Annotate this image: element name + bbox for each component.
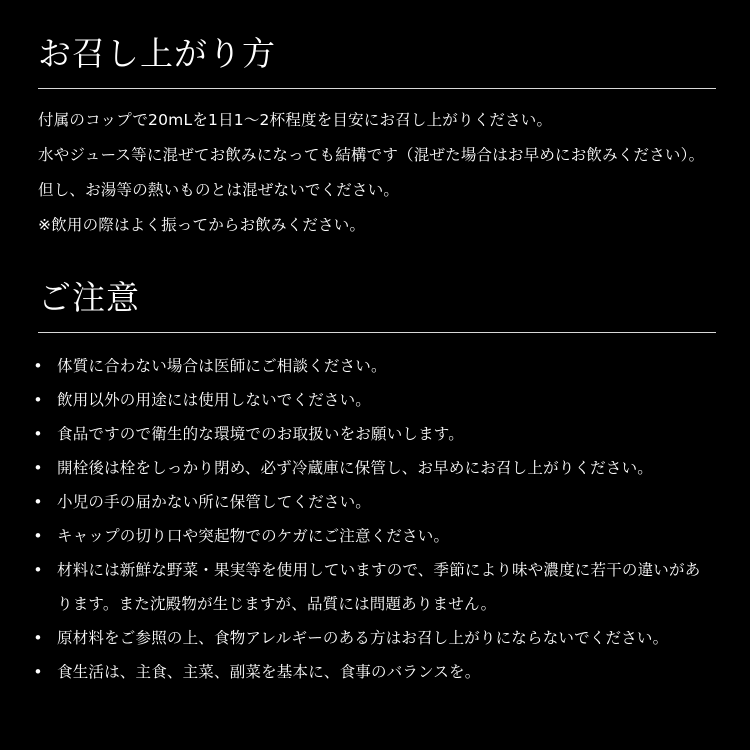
usage-paragraph: ※飲用の際はよく振ってからお飲みください。	[38, 216, 366, 234]
bullet-icon: •	[33, 527, 43, 545]
bullet-icon: •	[33, 459, 43, 477]
caution-item-text: 食品ですので衛生的な環境でのお取扱いをお願いします。	[57, 425, 464, 443]
usage-divider	[38, 88, 716, 89]
caution-heading: ご注意	[38, 278, 140, 317]
caution-item	[33, 383, 716, 417]
caution-item	[33, 451, 716, 485]
caution-item	[33, 485, 716, 519]
bullet-icon: •	[33, 629, 43, 647]
bullet-icon: •	[33, 357, 43, 375]
caution-item	[33, 417, 716, 451]
usage-section	[38, 26, 716, 243]
caution-item	[33, 655, 716, 689]
caution-item-text: 体質に合わない場合は医師にご相談ください。	[57, 357, 387, 375]
caution-item	[33, 519, 716, 553]
bullet-icon: •	[33, 391, 43, 409]
caution-item	[33, 621, 716, 655]
usage-heading: お召し上がり方	[38, 34, 276, 73]
caution-item-text: 開栓後は栓をしっかり閉め、必ず冷蔵庫に保管し、お早めにお召し上がりください。	[57, 459, 653, 477]
caution-item-text: 原材料をご参照の上、食物アレルギーのある方はお召し上がりにならないでください。	[57, 629, 669, 647]
caution-list	[33, 349, 716, 689]
caution-divider	[38, 332, 716, 333]
caution-item-text: 食生活は、主食、主菜、副菜を基本に、食事のバランスを。	[57, 663, 481, 681]
caution-item-text: キャップの切り口や突起物でのケガにご注意ください。	[57, 527, 450, 545]
usage-paragraph: 水やジュース等に混ぜてお飲みになっても結構です（混ぜた場合はお早めにお飲みください）。但し、お湯等の熱いものとは混ぜないでください。	[38, 146, 705, 199]
bullet-icon: •	[33, 663, 43, 681]
caution-item-text: 材料には新鮮な野菜・果実等を使用していますので、季節により味や濃度に若干の違いがあります。また沈殿物が生じますが、品質には問題ありません。	[57, 561, 701, 613]
bullet-icon: •	[33, 493, 43, 511]
caution-item	[33, 553, 716, 621]
usage-paragraph: 付属のコップで20mLを1日1～2杯程度を目安にお召し上がりください。	[38, 111, 553, 129]
caution-item-text: 飲用以外の用途には使用しないでください。	[57, 391, 372, 409]
bullet-icon: •	[33, 561, 43, 579]
caution-item	[33, 349, 716, 383]
caution-section	[33, 270, 716, 689]
caution-item-text: 小児の手の届かない所に保管してください。	[57, 493, 372, 511]
usage-body	[38, 103, 716, 243]
bullet-icon: •	[33, 425, 43, 443]
